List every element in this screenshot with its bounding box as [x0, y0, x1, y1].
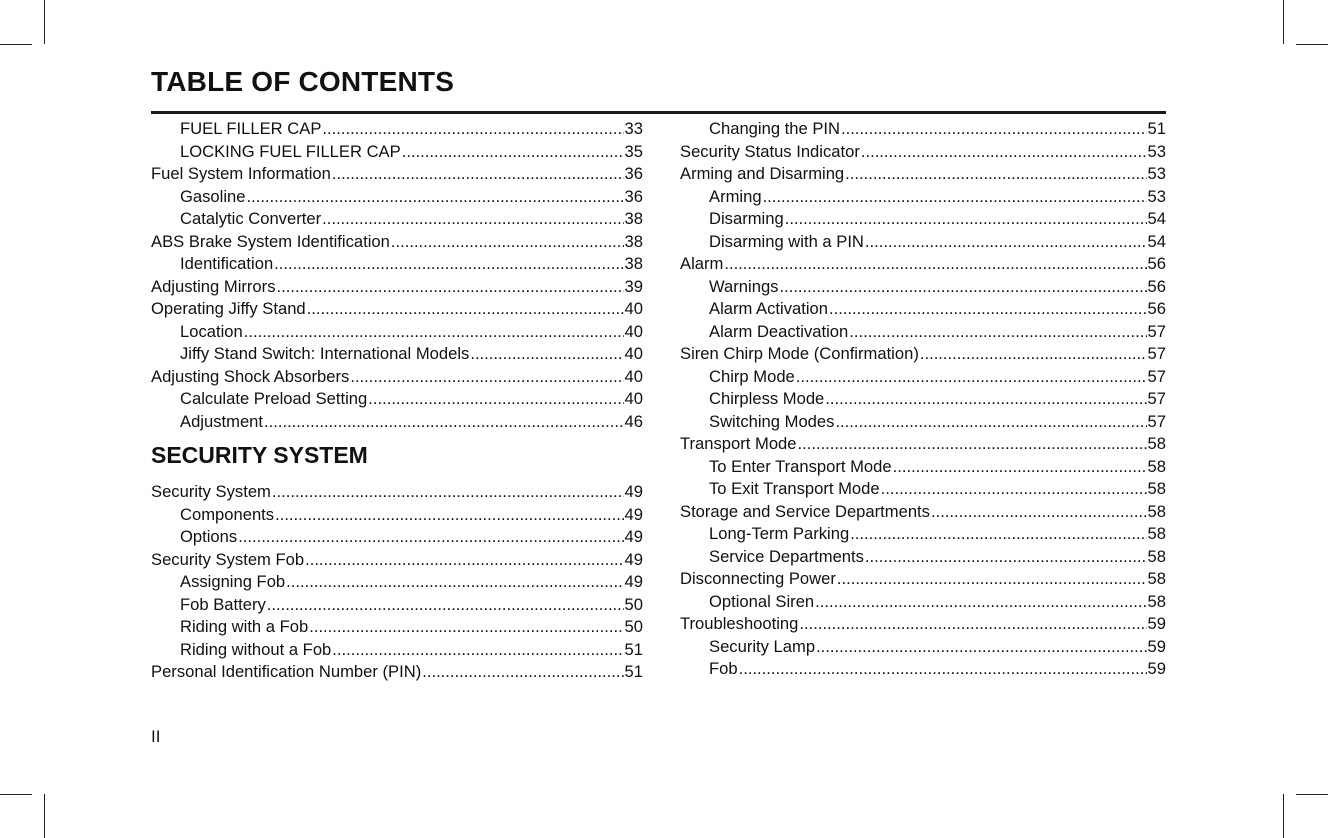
toc-entry: [151, 118, 643, 141]
toc-entry-title: Alarm Deactivation: [709, 321, 849, 341]
toc-entry: [151, 481, 643, 504]
toc-entry: [151, 208, 643, 231]
dot-leader: [785, 208, 1147, 231]
toc-entry: [680, 231, 1166, 254]
toc-entry: [151, 639, 643, 662]
toc-entry: [680, 366, 1166, 389]
toc-entry-title: Adjusting Mirrors: [151, 276, 276, 296]
toc-right-column: [680, 118, 1166, 681]
dot-leader: [402, 141, 624, 164]
toc-entry-page: 53: [1147, 186, 1166, 206]
toc-entry: [151, 594, 643, 617]
toc-entry: [680, 163, 1166, 186]
dot-leader: [267, 594, 624, 617]
toc-entry-title: Riding with a Fob: [180, 617, 309, 636]
dot-leader: [779, 276, 1146, 299]
toc-entry-title: Personal Identification Number (PIN): [151, 662, 422, 681]
toc-entry-title: Transport Mode: [680, 434, 797, 453]
toc-entry-page: 33: [624, 119, 643, 138]
toc-entry: [680, 186, 1166, 209]
toc-entry-title: Siren Chirp Mode (Confirmation): [680, 344, 919, 363]
toc-entry-page: 35: [624, 141, 643, 161]
toc-entry-title: Catalytic Converter: [180, 209, 322, 228]
toc-entry-page: 56: [1147, 276, 1166, 296]
dot-leader: [244, 321, 624, 344]
toc-entry: [151, 321, 643, 344]
toc-entry-title: Security System: [151, 482, 271, 501]
dot-leader: [332, 639, 623, 662]
toc-entry-page: 40: [624, 344, 643, 363]
toc-entry-page: 51: [624, 662, 643, 681]
toc-entry-page: 40: [624, 321, 643, 341]
toc-entry-page: 59: [1147, 636, 1166, 656]
toc-entry-title: Chirp Mode: [709, 366, 795, 386]
toc-entry-page: 50: [624, 617, 643, 636]
toc-entry-page: 40: [624, 366, 643, 386]
toc-entry-title: Optional Siren: [709, 591, 815, 611]
toc-entry: [151, 253, 643, 276]
toc-entry-page: 51: [1147, 119, 1166, 138]
toc-list-right: [680, 118, 1166, 681]
toc-entry-page: 54: [1147, 209, 1166, 228]
dot-leader: [391, 231, 624, 254]
dot-leader: [825, 388, 1146, 411]
toc-entry-page: 58: [1147, 434, 1166, 453]
toc-entry-title: Changing the PIN: [709, 119, 840, 138]
toc-entry-title: Options: [180, 527, 238, 546]
toc-entry-page: 56: [1147, 299, 1166, 318]
page-title: TABLE OF CONTENTS: [151, 66, 455, 97]
crop-mark: [1296, 44, 1328, 45]
toc-entry-page: 58: [1147, 591, 1166, 611]
toc-entry-page: 36: [624, 164, 643, 183]
toc-entry: [151, 343, 643, 366]
toc-entry-page: 57: [1147, 389, 1166, 408]
toc-entry-page: 57: [1147, 321, 1166, 341]
toc-entry-title: Alarm: [680, 254, 724, 273]
toc-entry: [680, 276, 1166, 299]
dot-leader: [350, 366, 623, 389]
toc-entry-page: 58: [1147, 569, 1166, 588]
toc-entry-page: 58: [1147, 456, 1166, 476]
toc-entry-page: 58: [1147, 479, 1166, 498]
crop-mark: [1296, 794, 1328, 795]
toc-entry: [151, 186, 643, 209]
toc-entry-page: 51: [624, 639, 643, 659]
toc-entry-title: LOCKING FUEL FILLER CAP: [180, 141, 401, 161]
toc-entry: [680, 613, 1166, 636]
toc-entry-title: Operating Jiffy Stand: [151, 299, 306, 318]
toc-entry-title: Chirpless Mode: [709, 389, 825, 408]
toc-entry-page: 53: [1147, 164, 1166, 183]
toc-entry-page: 58: [1147, 524, 1166, 543]
dot-leader: [368, 388, 623, 411]
toc-entry: [680, 411, 1166, 434]
toc-entry-title: Arming and Disarming: [680, 164, 845, 183]
dot-leader: [816, 636, 1146, 659]
toc-entry-page: 57: [1147, 411, 1166, 431]
toc-entry-page: 57: [1147, 366, 1166, 386]
toc-entry: [151, 163, 643, 186]
toc-entry-title: Fuel System Information: [151, 164, 331, 183]
toc-entry-page: 49: [624, 482, 643, 501]
toc-entry: [680, 141, 1166, 164]
toc-entry: [680, 546, 1166, 569]
toc-entry-title: Calculate Preload Setting: [180, 389, 368, 408]
dot-leader: [920, 343, 1147, 366]
dot-leader: [849, 321, 1146, 344]
toc-entry: [680, 208, 1166, 231]
toc-entry-title: Arming: [709, 186, 762, 206]
toc-entry-title: Location: [180, 321, 243, 341]
toc-list-bottom: [151, 481, 643, 684]
toc-list-top: [151, 118, 643, 433]
toc-entry-page: 39: [624, 276, 643, 296]
dot-leader: [264, 411, 624, 434]
dot-leader: [850, 523, 1146, 546]
dot-leader: [865, 231, 1147, 254]
toc-entry: [151, 298, 643, 321]
toc-entry-page: 59: [1147, 659, 1166, 678]
toc-entry-title: Warnings: [709, 276, 779, 296]
dot-leader: [815, 591, 1146, 614]
crop-mark: [0, 794, 32, 795]
toc-entry-title: Gasoline: [180, 186, 246, 206]
toc-entry: [680, 321, 1166, 344]
toc-entry-page: 54: [1147, 231, 1166, 251]
toc-entry-page: 56: [1147, 254, 1166, 273]
title-divider: [151, 111, 1166, 114]
toc-entry: [680, 568, 1166, 591]
toc-entry: [151, 141, 643, 164]
dot-leader: [881, 478, 1147, 501]
dot-leader: [763, 186, 1147, 209]
toc-entry-page: 49: [624, 549, 643, 569]
dot-leader: [845, 163, 1146, 186]
dot-leader: [739, 658, 1147, 681]
toc-entry: [680, 433, 1166, 456]
dot-leader: [277, 276, 624, 299]
toc-entry: [151, 616, 643, 639]
toc-entry-title: Long-Term Parking: [709, 524, 850, 543]
toc-entry: [151, 276, 643, 299]
toc-entry-title: Security System Fob: [151, 549, 305, 569]
toc-entry-title: Storage and Service Departments: [680, 501, 930, 521]
toc-entry: [680, 636, 1166, 659]
toc-entry-title: Jiffy Stand Switch: International Models: [180, 344, 470, 363]
toc-entry-title: Fob: [709, 659, 738, 678]
page-number: II: [151, 727, 161, 746]
dot-leader: [796, 366, 1147, 389]
toc-entry: [680, 253, 1166, 276]
crop-mark: [0, 44, 32, 45]
toc-entry-page: 49: [624, 572, 643, 591]
dot-leader: [835, 411, 1146, 434]
toc-entry-title: Riding without a Fob: [180, 639, 332, 659]
toc-entry-title: Assigning Fob: [180, 572, 286, 591]
toc-entry-page: 40: [624, 389, 643, 408]
toc-entry: [680, 501, 1166, 524]
crop-mark: [1283, 794, 1284, 838]
toc-entry: [680, 591, 1166, 614]
toc-entry-page: 38: [624, 209, 643, 228]
toc-entry-title: Security Lamp: [709, 636, 816, 656]
dot-leader: [931, 501, 1147, 524]
toc-entry: [680, 478, 1166, 501]
toc-entry: [151, 366, 643, 389]
toc-entry-page: 50: [624, 594, 643, 614]
dot-leader: [322, 208, 623, 231]
dot-leader: [307, 298, 624, 321]
toc-entry: [680, 343, 1166, 366]
toc-entry: [151, 388, 643, 411]
section-heading: SECURITY SYSTEM: [151, 442, 368, 468]
dot-leader: [841, 118, 1147, 141]
toc-entry-page: 40: [624, 299, 643, 318]
toc-entry: [680, 523, 1166, 546]
toc-entry-page: 38: [624, 254, 643, 273]
toc-entry: [151, 231, 643, 254]
dot-leader: [272, 481, 624, 504]
toc-entry-title: Fob Battery: [180, 594, 266, 614]
toc-entry: [680, 118, 1166, 141]
dot-leader: [309, 616, 623, 639]
toc-entry-page: 49: [624, 527, 643, 546]
dot-leader: [829, 298, 1147, 321]
toc-entry-title: To Enter Transport Mode: [709, 456, 892, 476]
toc-entry-title: To Exit Transport Mode: [709, 479, 880, 498]
dot-leader: [724, 253, 1146, 276]
toc-entry-title: Disarming with a PIN: [709, 231, 864, 251]
toc-entry-title: ABS Brake System Identification: [151, 231, 390, 251]
toc-entry: [151, 504, 643, 527]
toc-entry-page: 46: [624, 411, 643, 431]
toc-entry-title: Switching Modes: [709, 411, 835, 431]
dot-leader: [322, 118, 623, 141]
toc-entry-page: 36: [624, 186, 643, 206]
dot-leader: [238, 526, 623, 549]
dot-leader: [286, 571, 623, 594]
dot-leader: [275, 504, 623, 527]
toc-entry-title: Identification: [180, 254, 274, 273]
toc-entry-page: 58: [1147, 546, 1166, 566]
toc-entry-page: 57: [1147, 344, 1166, 363]
toc-entry: [151, 411, 643, 434]
toc-entry: [151, 571, 643, 594]
dot-leader: [837, 568, 1147, 591]
toc-entry: [680, 298, 1166, 321]
toc-left-column: [151, 118, 643, 684]
toc-entry: [680, 456, 1166, 479]
toc-entry-title: Disarming: [709, 209, 784, 228]
dot-leader: [798, 433, 1147, 456]
toc-entry: [680, 658, 1166, 681]
dot-leader: [861, 141, 1147, 164]
toc-entry-title: Security Status Indicator: [680, 141, 860, 161]
toc-entry: [151, 661, 643, 684]
toc-entry: [151, 549, 643, 572]
toc-entry-title: Alarm Activation: [709, 299, 828, 318]
dot-leader: [332, 163, 624, 186]
toc-entry-page: 58: [1147, 501, 1166, 521]
dot-leader: [470, 343, 623, 366]
toc-entry: [680, 388, 1166, 411]
dot-leader: [422, 661, 623, 684]
toc-entry-title: Service Departments: [709, 546, 864, 566]
dot-leader: [274, 253, 623, 276]
toc-entry: [151, 526, 643, 549]
crop-mark: [44, 794, 45, 838]
dot-leader: [799, 613, 1146, 636]
dot-leader: [893, 456, 1147, 479]
toc-entry-title: Adjusting Shock Absorbers: [151, 366, 350, 386]
toc-entry-title: Troubleshooting: [680, 614, 799, 633]
toc-entry-title: Components: [180, 504, 275, 524]
toc-entry-page: 53: [1147, 141, 1166, 161]
dot-leader: [305, 549, 623, 572]
dot-leader: [865, 546, 1147, 569]
crop-mark: [44, 0, 45, 44]
toc-entry-page: 59: [1147, 614, 1166, 633]
toc-entry-title: Disconnecting Power: [680, 569, 836, 588]
toc-entry-title: Adjustment: [180, 411, 264, 431]
toc-entry-page: 49: [624, 504, 643, 524]
crop-mark: [1283, 0, 1284, 44]
dot-leader: [247, 186, 624, 209]
toc-entry-page: 38: [624, 231, 643, 251]
toc-entry-title: FUEL FILLER CAP: [180, 119, 322, 138]
